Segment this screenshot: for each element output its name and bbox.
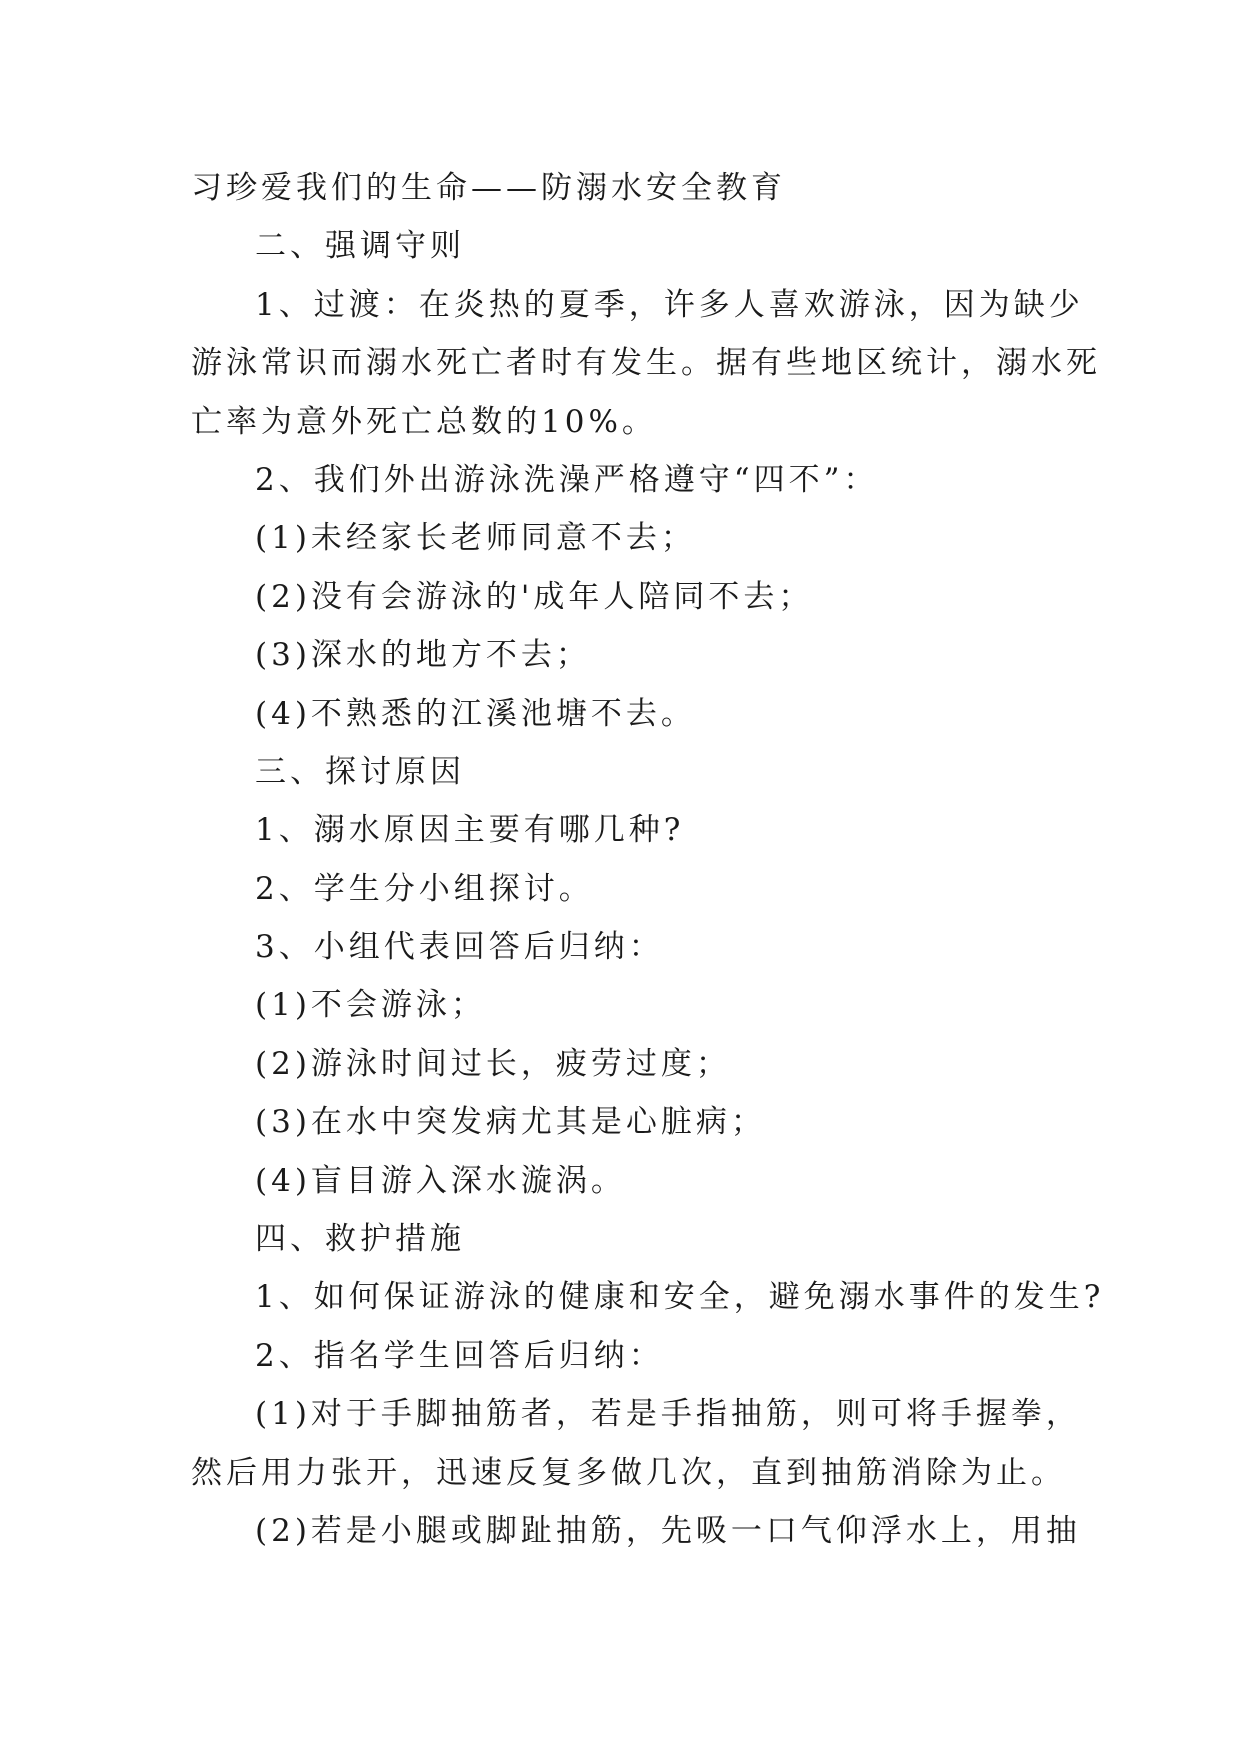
text-line: 习珍爱我们的生命——防溺水安全教育 [191,170,786,206]
document-body [191,159,1105,1560]
list-item: (4)不熟悉的江溪池塘不去。 [255,695,696,732]
text-line: 2、指名学生回答后归纳： [255,1337,664,1374]
text-line: 亡率为意外死亡总数的10%。 [191,403,657,440]
text-line: 2、我们外出游泳洗澡严格遵守“四不”： [255,461,879,498]
list-item: (2)没有会游泳的'成年人陪同不去； [255,578,814,615]
section-heading: 四、救护措施 [255,1221,465,1258]
section-heading: 三、探讨原因 [255,753,465,790]
text-line: 3、小组代表回答后归纳： [255,929,664,966]
section-heading: 二、强调守则 [255,228,465,265]
text-line: 1、过渡：在炎热的夏季，许多人喜欢游泳，因为缺少 [255,286,1084,323]
list-item: (4)盲目游入深水漩涡。 [255,1162,626,1199]
list-item: (3)深水的地方不去； [255,637,591,674]
list-item: (1)对于手脚抽筋者，若是手指抽筋，则可将手握拳， [255,1396,1081,1433]
list-item: (1)未经家长老师同意不去； [255,520,696,557]
list-item: (2)游泳时间过长，疲劳过度； [255,1045,731,1082]
list-item: (3)在水中突发病尤其是心脏病； [255,1104,766,1141]
list-item: (2)若是小腿或脚趾抽筋，先吸一口气仰浮水上，用抽 [255,1512,1081,1549]
list-item: (1)不会游泳； [255,987,486,1024]
text-line: 2、学生分小组探讨。 [255,870,594,907]
text-line: 1、如何保证游泳的健康和安全，避免溺水事件的发生? [255,1279,1105,1316]
text-line: 1、溺水原因主要有哪几种? [255,812,685,849]
text-line: 然后用力张开，迅速反复多做几次，直到抽筋消除为止。 [191,1454,1066,1491]
text-line: 游泳常识而溺水死亡者时有发生。据有些地区统计，溺水死 [191,345,1101,382]
